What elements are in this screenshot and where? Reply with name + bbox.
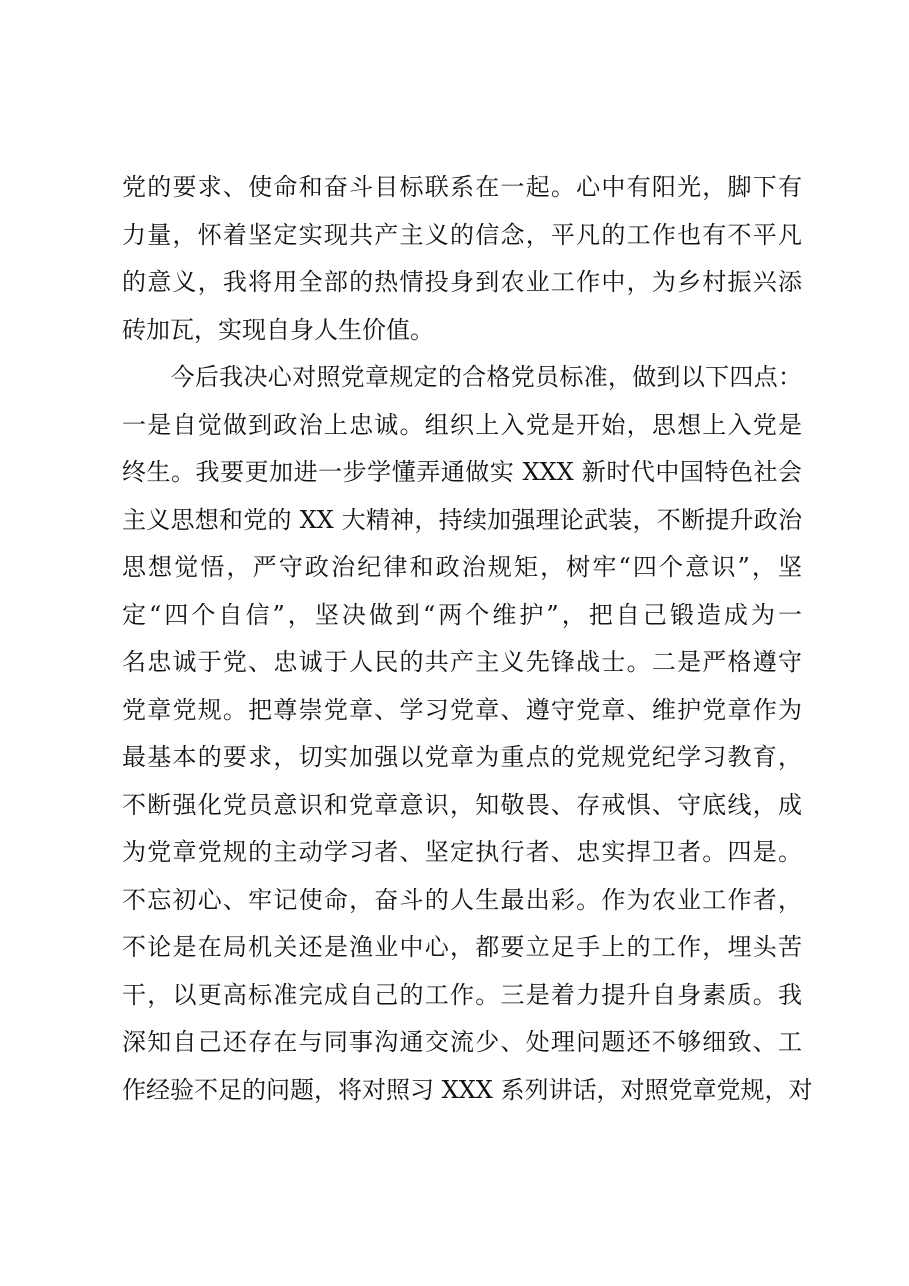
text-line: 今后我决心对照党章规定的合格党员标准，做到以下四点：: [122, 363, 802, 391]
text-line: 主义思想和党的 XX 大精神，持续加强理论武装，不断提升政治: [122, 505, 802, 534]
text-line: 最基本的要求，切实加强以党章为重点的党规党纪学习教育，: [122, 743, 802, 771]
text-line: 深知自己还存在与同事沟通交流少、处理问题还不够细致、工: [122, 1028, 802, 1056]
text-line: 砖加瓦，实现自身人生价值。: [122, 315, 434, 344]
text-line: 一是自觉做到政治上忠诚。组织上入党是开始，思想上入党是: [122, 410, 802, 439]
text-line: 的意义，我将用全部的热情投身到农业工作中，为乡村振兴添: [122, 268, 802, 296]
text-line: 党章党规。把尊崇党章、学习党章、遵守党章、维护党章作为: [122, 695, 802, 724]
text-line: 干，以更高标准完成自己的工作。三是着力提升自身素质。我: [122, 980, 802, 1009]
text-line: 不论是在局机关还是渔业中心，都要立足手上的工作，埋头苦: [122, 933, 802, 961]
text-line: 定“四个自信”，坚决做到“两个维护”，把自己锻造成为一: [122, 600, 802, 629]
text-line: 为党章党规的主动学习者、坚定执行者、忠实捍卫者。四是。: [122, 838, 802, 866]
document-body: [122, 164, 813, 1114]
text-line: 作经验不足的问题，将对照习 XXX 系列讲话，对照党章党规，对: [122, 1075, 813, 1104]
text-line: 力量，怀着坚定实现共产主义的信念，平凡的工作也有不平凡: [122, 220, 802, 249]
text-line: 终生。我要更加进一步学懂弄通做实 XXX 新时代中国特色社会: [122, 458, 802, 486]
text-line: 不断强化党员意识和党章意识，知敬畏、存戒惧、守底线，成: [122, 790, 802, 819]
text-line: 党的要求、使命和奋斗目标联系在一起。心中有阳光，脚下有: [122, 173, 802, 201]
text-line: 思想觉悟，严守政治纪律和政治规矩，树牢“四个意识”，坚: [122, 553, 802, 581]
paragraph-2: [122, 354, 813, 1114]
text-line: 不忘初心、牢记使命，奋斗的人生最出彩。作为农业工作者，: [122, 885, 802, 914]
text-line: 名忠诚于党、忠诚于人民的共产主义先锋战士。二是严格遵守: [122, 648, 802, 676]
paragraph-1: [122, 164, 802, 354]
